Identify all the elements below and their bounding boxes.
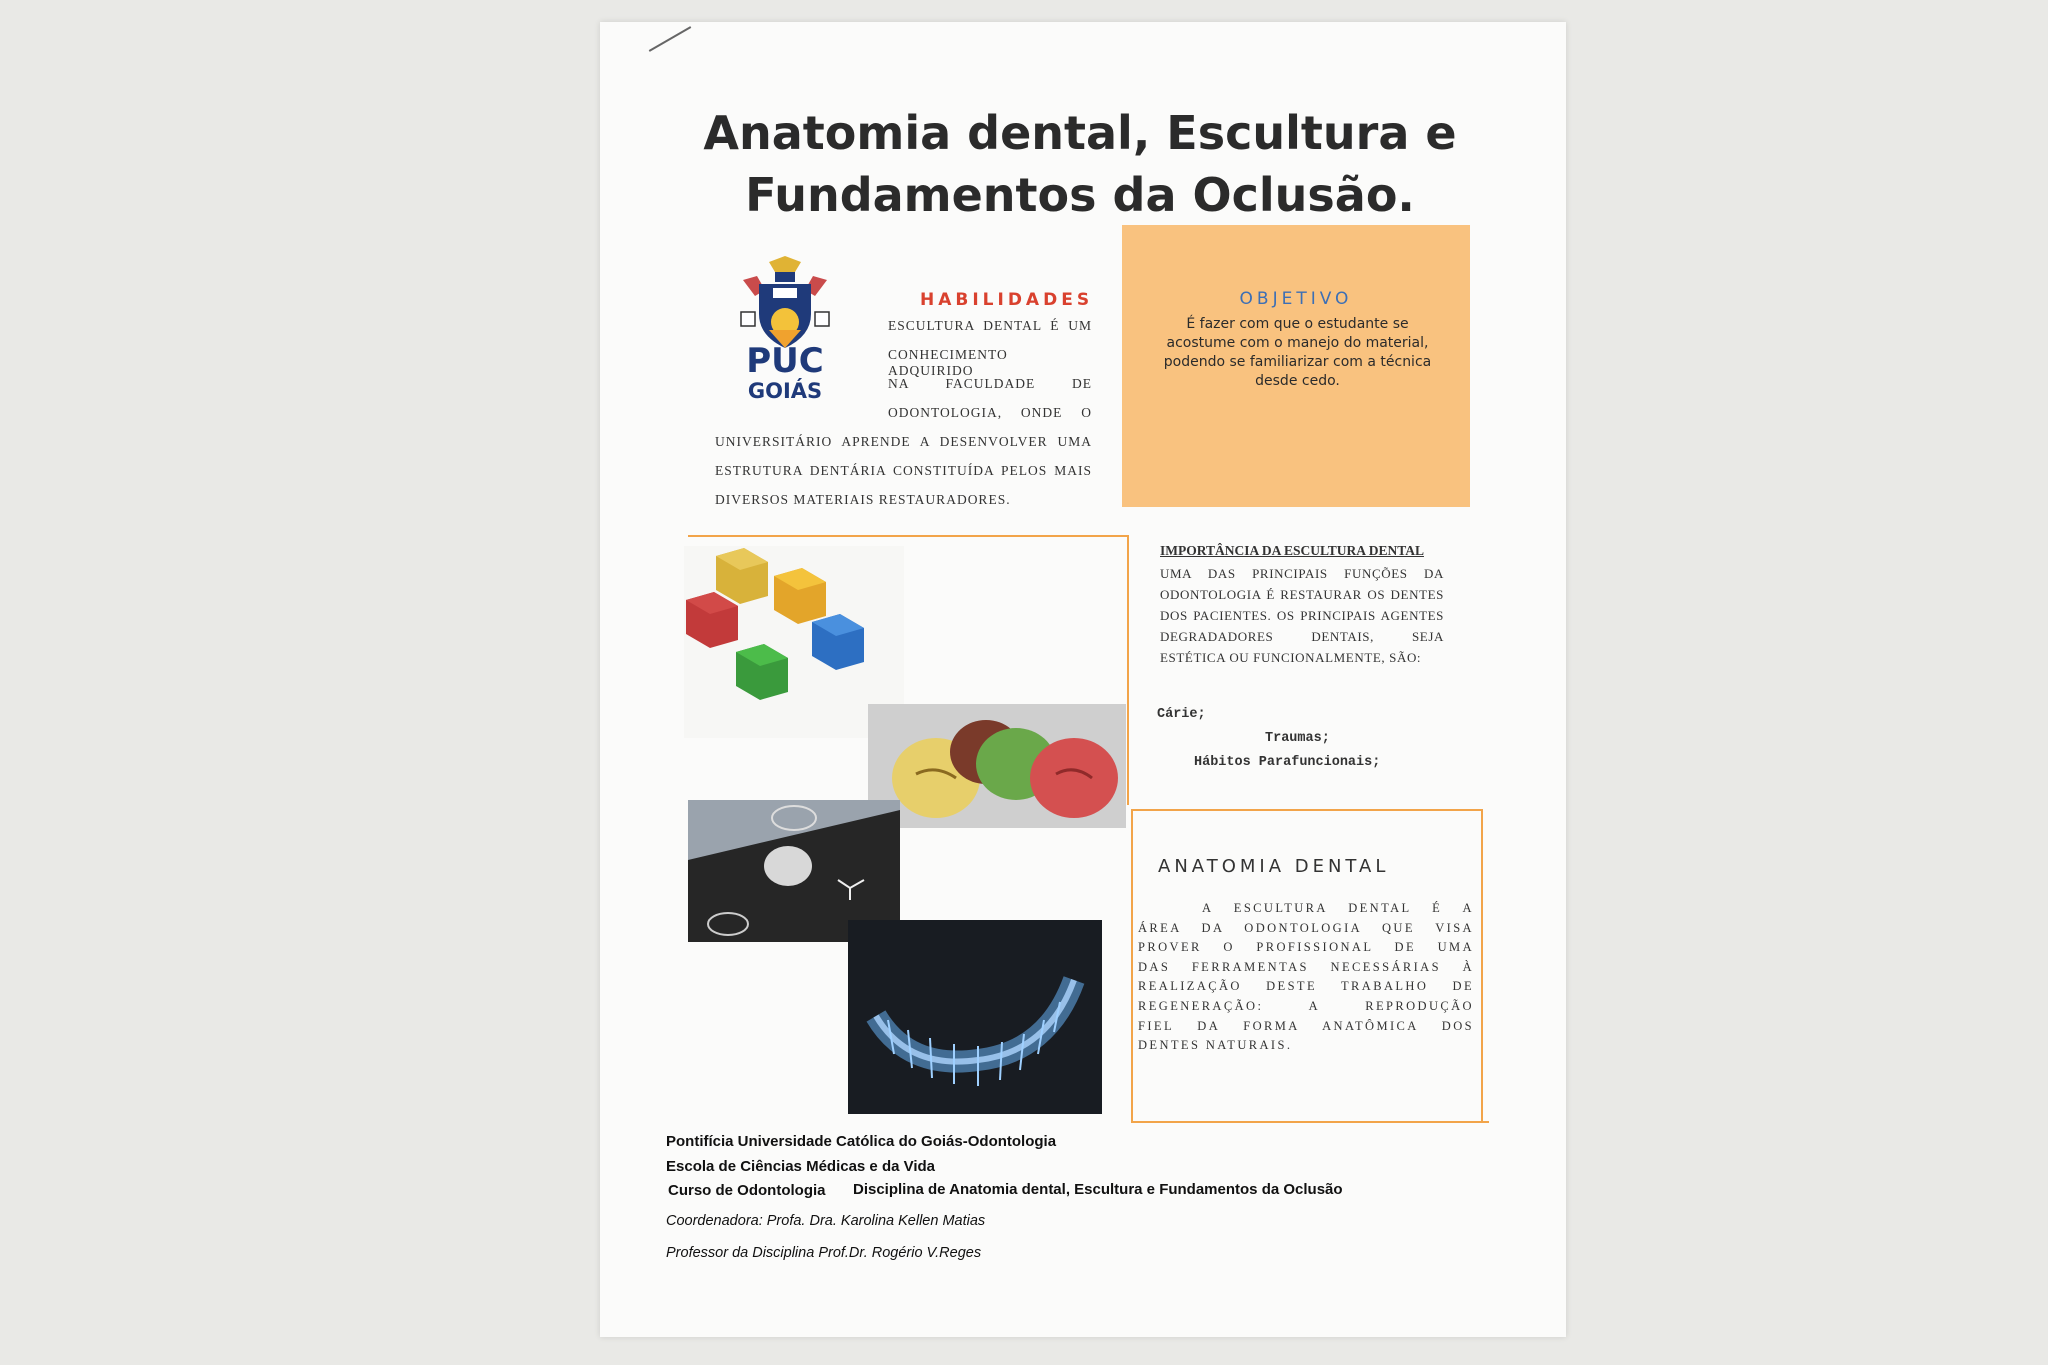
footer-professor: Professor da Disciplina Prof.Dr. Rogério V.Reges xyxy=(666,1245,982,1261)
objetivo-text: É fazer com que o estudante se acostume com o manejo do material, podendo se familiarizar com a técnica desde cedo. xyxy=(1163,316,1432,389)
anatomia-dental-text xyxy=(1138,901,1474,1058)
importancia-line: ESTÉTICA OU FUNCIONALMENTE, SÃO: xyxy=(1160,650,1422,665)
title-line-2: Fundamentos da Oclusão. xyxy=(745,168,1415,222)
footer-coordinator: Coordenadora: Profa. Dra. Karolina Kellen Matias xyxy=(666,1213,986,1229)
importancia-text xyxy=(1160,566,1444,671)
anatomia-line: REALIZAÇÃO DESTE TRABALHO DE xyxy=(1138,979,1474,994)
habilidades-text-top xyxy=(888,318,1092,434)
anatomia-line: DENTES NATURAIS. xyxy=(1138,1038,1293,1053)
anatomia-dental-heading: ANATOMIA DENTAL xyxy=(1158,856,1390,877)
habilidades-line: DIVERSOS MATERIAIS RESTAURADORES. xyxy=(715,492,1011,507)
habilidades-line: ESTRUTURA DENTÁRIA CONSTITUÍDA PELOS MAIS xyxy=(715,463,1092,478)
logo-wordmark xyxy=(737,341,833,403)
footer-university: Pontifícia Universidade Católica do Goiás-Odontologia xyxy=(666,1133,1057,1150)
habilidades-line: ODONTOLOGIA, ONDE O xyxy=(888,405,1092,420)
importancia-heading: IMPORTÂNCIA DA ESCULTURA DENTAL xyxy=(1160,543,1424,558)
habilidades-line: UNIVERSITÁRIO APRENDE A DESENVOLVER UMA xyxy=(715,434,1092,449)
section-divider xyxy=(688,535,1128,537)
agent-item: Cárie; xyxy=(1157,707,1206,722)
habilidades-text-bottom xyxy=(715,434,1092,521)
habilidades-line: NA FACULDADE DE xyxy=(888,376,1092,391)
agent-item: Hábitos Parafuncionais; xyxy=(1194,755,1381,770)
importancia-line: ODONTOLOGIA É RESTAURAR OS DENTES xyxy=(1160,587,1444,602)
anatomia-line: DAS FERRAMENTAS NECESSÁRIAS À xyxy=(1138,959,1474,974)
document-title xyxy=(690,102,1470,226)
anatomia-line: REGENERAÇÃO: A REPRODUÇÃO xyxy=(1138,998,1474,1013)
habilidades-line: CONHECIMENTO ADQUIRIDO xyxy=(888,347,1008,378)
agent-item: Traumas; xyxy=(1265,731,1330,746)
importancia-line: UMA DAS PRINCIPAIS FUNÇÕES DA xyxy=(1160,566,1444,581)
habilidades-heading: HABILIDADES xyxy=(920,290,1094,310)
logo-puc: PUC xyxy=(746,341,824,381)
carved-teeth-photo xyxy=(868,704,1126,828)
anatomia-line: PROVER O PROFISSIONAL DE UMA xyxy=(1138,940,1474,955)
anatomia-line: ÁREA DA ODONTOLOGIA QUE VISA xyxy=(1138,920,1474,935)
importancia-line: DOS PACIENTES. OS PRINCIPAIS AGENTES xyxy=(1160,608,1444,623)
title-line-1: Anatomia dental, Escultura e xyxy=(703,106,1457,160)
importancia-line: DEGRADADORES DENTAIS, SEJA xyxy=(1160,629,1444,644)
anatomia-line: FIEL DA FORMA ANATÔMICA DOS xyxy=(1138,1018,1474,1033)
anatomia-dental-box-bottom xyxy=(1131,1121,1489,1123)
anatomia-line: A ESCULTURA DENTAL É A xyxy=(1202,901,1474,915)
footer-discipline: Disciplina de Anatomia dental, Escultura e Fundamentos da Oclusão xyxy=(853,1181,1343,1198)
habilidades-line: ESCULTURA DENTAL É UM xyxy=(888,318,1092,333)
footer-school: Escola de Ciências Médicas e da Vida xyxy=(666,1158,936,1175)
dental-arch-xray-photo xyxy=(848,920,1102,1114)
importancia-border xyxy=(1127,535,1129,805)
logo-goias: GOIÁS xyxy=(747,379,823,403)
footer-course: Curso de Odontologia xyxy=(668,1182,826,1199)
objetivo-heading: OBJETIVO xyxy=(1239,289,1353,309)
